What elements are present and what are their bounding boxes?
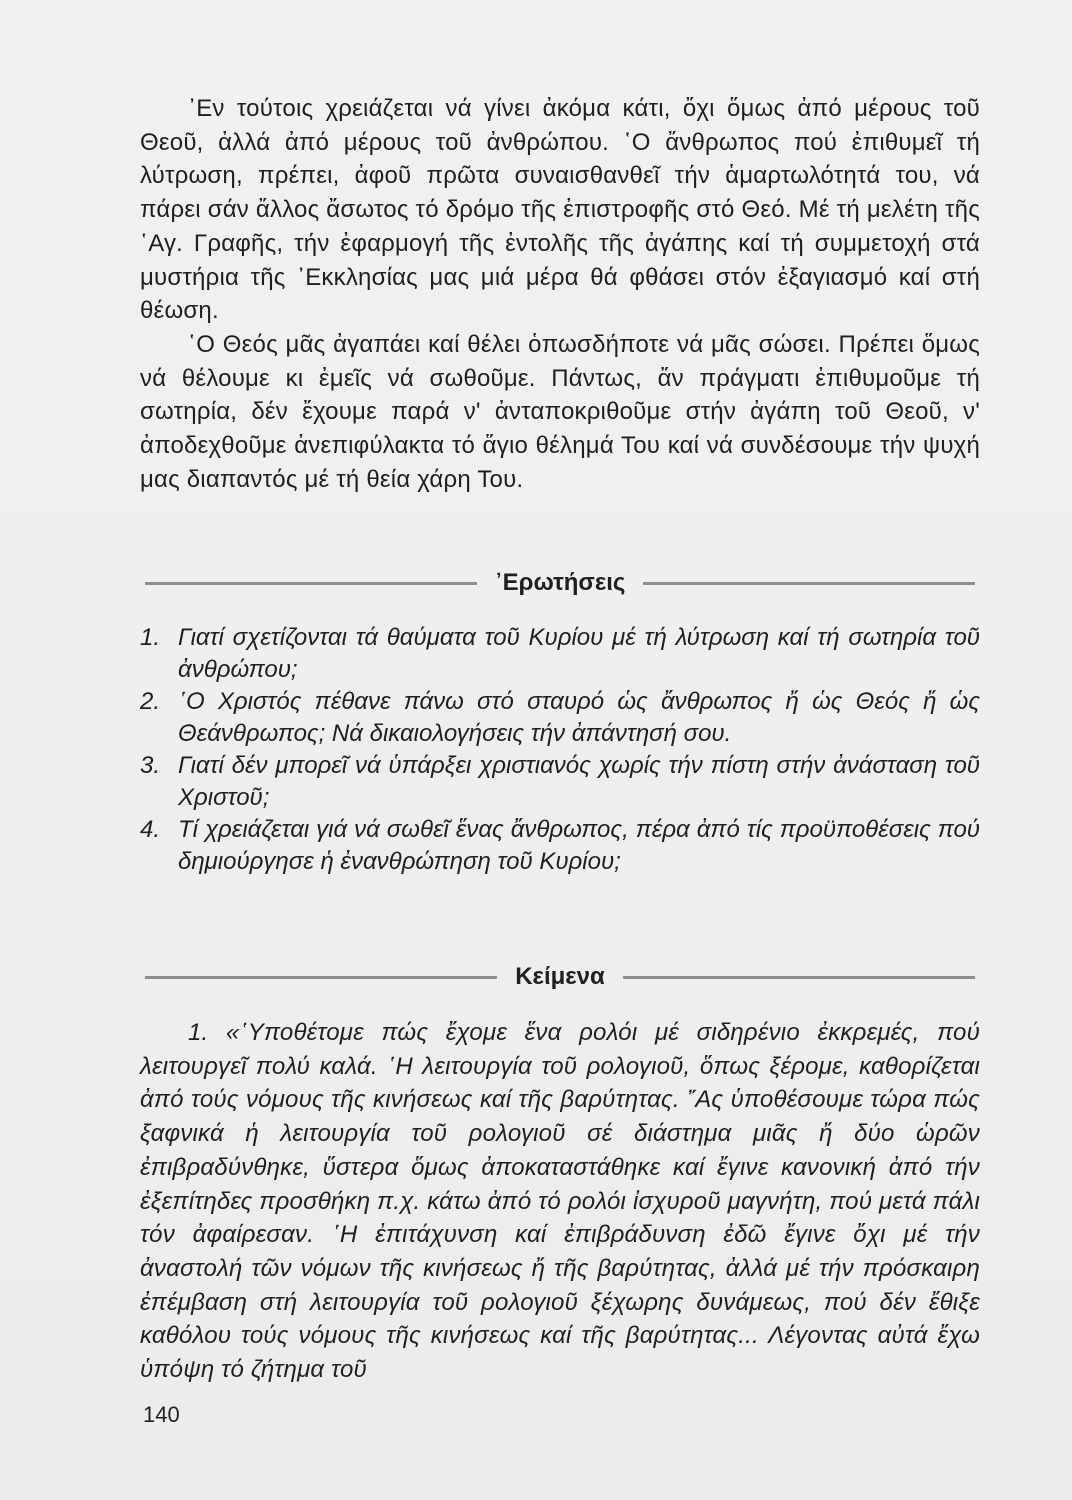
texts-excerpt <box>140 1016 980 1387</box>
intro-text <box>140 92 980 496</box>
question-number: 3. <box>140 752 161 779</box>
questions-heading-label: ᾿Ερωτήσεις <box>494 569 626 596</box>
intro-paragraph-1: ᾿Εν τούτοις χρειάζεται νά γίνει ἀκόμα κάτι, ὄχι ὅμως ἀπό μέρους τοῦ Θεοῦ, ἀλλά ἀπό μέρους τοῦ ἀνθρώπου. ῾Ο ἄνθρωπος πού ἐπιθυμεῖ τή λύτρωση, πρέπει, ἀφοῦ πρῶτα συναισθανθεῖ τήν ἁμαρτωλότητά του, νά πάρει σάν ἄλλος ἄσωτος τό δρόμο τῆς ἐπιστροφῆς στό Θεό. Μέ τή μελέτη τῆς ῾Αγ. Γραφῆς, τήν ἐφαρμογή τῆς ἐντολῆς τῆς ἀγάπης καί τή συμμετοχή στά μυστήρια τῆς ᾿Εκκλησίας μας μιά μέρα θά φθάσει στόν ἐξαγιασμό καί στή θέωση. <box>140 95 980 325</box>
question-number: 1. <box>140 624 161 651</box>
excerpt-paragraph: 1. «῾Υποθέτομε πώς ἔχομε ἕνα ρολόι μέ σιδηρένιο ἐκκρεμές, πού λειτουργεῖ πολύ καλά. ῾Η λειτουργία τοῦ ρολογιοῦ, ὅπως ξέρομε, καθορίζεται ἀπό τούς νόμους τῆς κινήσεως καί τῆς βαρύτητας. ῎Ας ὑποθέσουμε τώρα πώς ξαφνικά ἡ λειτουργία τοῦ ρολογιοῦ σέ διάστημα μιᾶς ἤ δύο ὡρῶν ἐπιβραδύνθηκε, ὕστερα ὅμως ἀποκαταστάθηκε καί ἔγινε κανονική ἀπό τήν ἐξεπίτηδες προσθήκη π.χ. κάτω ἀπό τό ρολόι ἰσχυροῦ μαγνήτη, πού μετά πάλι τόν ἀφαίρεσαν. ῾Η ἐπιτάχυνση καί ἐπιβράδυνση ἐδῶ ἔγινε ὄχι μέ τήν ἀναστολή τῶν νόμων τῆς κινήσεως ἤ τῆς βαρύτητας, ἀλλά μέ τήν πρόσκαιρη ἐπέμβαση στή λειτουργία τοῦ ρολογιοῦ ξέχωρης δυνάμεως, πού δέν ἔθιξε καθόλου τούς νόμους τῆς κινήσεως καί τῆς βαρύτητας... Λέγοντας αὐτά ἔχω ὑπόψη τό ζήτημα τοῦ <box>140 1019 981 1384</box>
questions-section-heading <box>145 568 975 598</box>
question-text: Γιατί δέν μπορεῖ νά ὑπάρξει χριστιανός χωρίς τήν πίστη στήν ἀνάσταση τοῦ Χριστοῦ; <box>178 752 980 811</box>
question-text: Γιατί σχετίζονται τά θαύματα τοῦ Κυρίου μέ τή λύτρωση καί τή σωτηρία τοῦ ἀνθρώπου; <box>178 624 980 683</box>
questions-list <box>140 622 980 878</box>
texts-section-heading <box>145 962 975 992</box>
question-text: Τί χρειάζεται γιά νά σωθεῖ ἕνας ἄνθρωπος, πέρα ἀπό τίς προϋποθέσεις πού δημιούργησε ἡ ἐνανθρώπηση τοῦ Κυρίου; <box>178 816 980 875</box>
intro-paragraph-2: ῾Ο Θεός μᾶς ἀγαπάει καί θέλει ὁπωσδήποτε νά μᾶς σώσει. Πρέπει ὅμως νά θέλουμε κι ἐμεῖς νά σωθοῦμε. Πάντως, ἄν πράγματι ἐπιθυμοῦμε τή σωτηρία, δέν ἔχουμε παρά ν' ἀνταποκριθοῦμε στήν ἀγάπη τοῦ Θεοῦ, ν' ἀποδεχθοῦμε ἀνεπιφύλακτα τό ἅγιο θέλημά Του καί νά συνδέσουμε τήν ψυχή μας διαπαντός μέ τή θεία χάρη Του. <box>140 330 980 493</box>
heading-rule-left <box>145 582 477 585</box>
question-item <box>140 814 980 878</box>
question-item <box>140 750 980 814</box>
question-number: 2. <box>140 688 161 715</box>
question-text: ῾Ο Χριστός πέθανε πάνω στό σταυρό ὡς ἄνθρωπος ἤ ὡς Θεός ἤ ὡς Θεάνθρωπος; Νά δικαιολογήσεις τήν ἀπάντησή σου. <box>178 688 980 747</box>
heading-rule-right <box>643 582 975 585</box>
heading-rule-right <box>623 976 975 979</box>
question-item <box>140 686 980 750</box>
texts-heading-label: Κείμενα <box>515 963 605 990</box>
question-item <box>140 622 980 686</box>
heading-rule-left <box>145 976 497 979</box>
page-number: 140 <box>143 1402 180 1427</box>
question-number: 4. <box>140 816 161 843</box>
